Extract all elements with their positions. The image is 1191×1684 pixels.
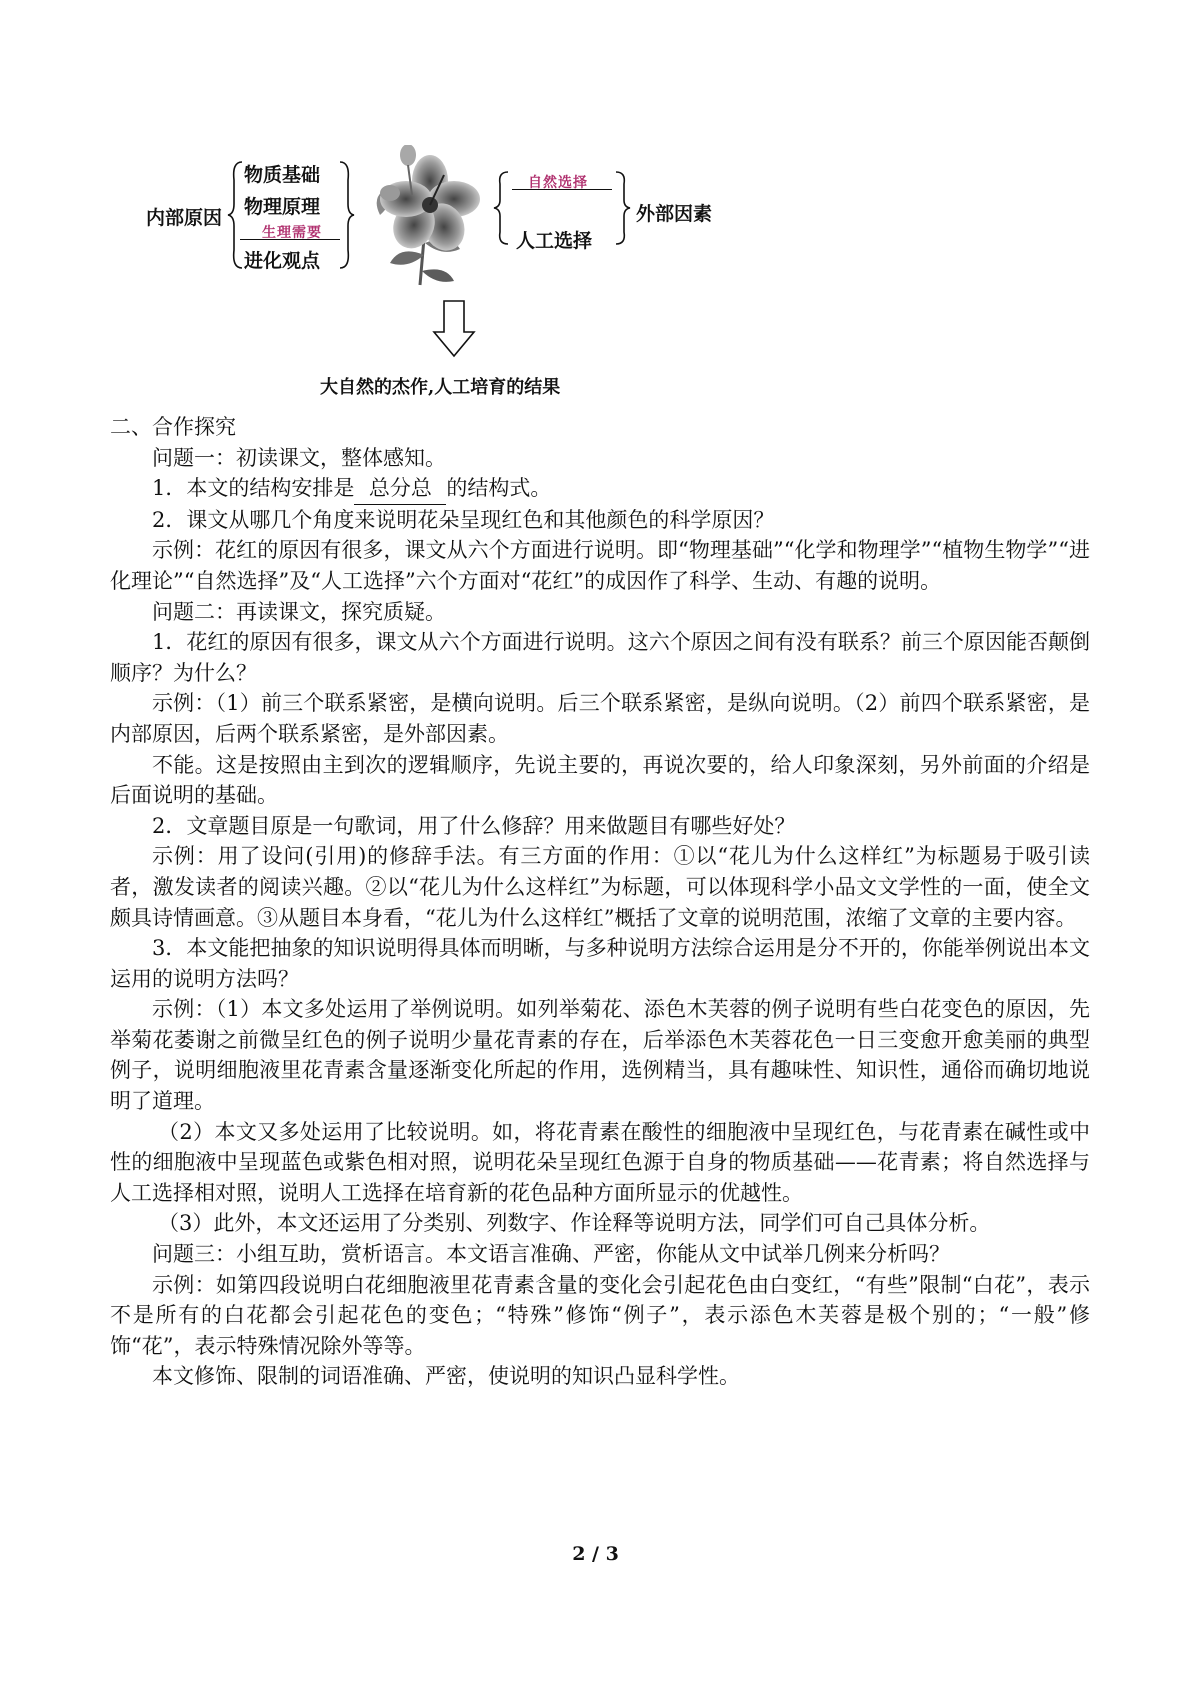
down-arrow-icon — [432, 300, 476, 362]
internal-item-material-basis: 物质基础 — [244, 164, 321, 186]
internal-item-physiological-need-answer: 生理需要 — [262, 225, 322, 241]
question-item: 2．课文从哪几个角度来说明花朵呈现红色和其他颜色的科学原因？ — [152, 507, 775, 532]
external-factors-label: 外部因素 — [636, 203, 713, 225]
fill-in-underline — [512, 189, 612, 190]
flower-illustration — [360, 145, 490, 293]
page-number: 2 / 3 — [572, 1543, 619, 1565]
question-heading: 问题一：初读课文，整体感知。 — [152, 445, 446, 470]
question-item: 1．花红的原因有很多，课文从六个方面进行说明。这六个原因之间有没有联系？前三个原因能否颠倒顺序？为什么？ — [110, 630, 1090, 685]
internal-causes-label: 内部原因 — [146, 207, 223, 229]
internal-item-physical-principle: 物理原理 — [244, 196, 321, 218]
question-text: 1．本文的结构安排是 — [152, 476, 355, 501]
answer-paragraph: 示例：（1）本文多处运用了举例说明。如列举菊花、添色木芙蓉的例子说明有些白花变色的原因，先举菊花萎谢之前微呈红色的例子说明少量花青素的存在，后举添色木芙蓉花色一日三变愈开愈美丽的典型例子，说明细胞液里花青素含量逐渐变化所起的作用，选例精当，具有趣味性、知识性，通俗而确切地说明了道理。 — [110, 997, 1090, 1114]
diagram-conclusion: 大自然的杰作,人工培育的结果 — [320, 377, 561, 398]
fill-in-blank-answer: 总分总 — [354, 473, 446, 505]
answer-paragraph: （2）本文又多处运用了比较说明。如，将花青素在酸性的细胞液中呈现红色，与花青素在碱性或中性的细胞液中呈现蓝色或紫色相对照，说明花朵呈现红色源于自身的物质基础——花青素；将自然选择与人工选择相对照，说明人工选择在培育新的花色品种方面所显示的优越性。 — [110, 1119, 1090, 1205]
answer-paragraph: 本文修饰、限制的词语准确、严密，使说明的知识凸显科学性。 — [152, 1364, 740, 1389]
answer-paragraph: 示例：如第四段说明白花细胞液里花青素含量的变化会引起花色由白变红，“有些”限制“白花”，表示不是所有的白花都会引起花色的变色；“特殊”修饰“例子”，表示添色木芙蓉是极个别的；“一般”修饰“花”，表示特殊情况除外等等。 — [110, 1272, 1090, 1358]
question-item — [110, 473, 1090, 505]
document-body — [110, 412, 1090, 1392]
left-brace-icon — [492, 170, 510, 246]
answer-paragraph: 示例：用了设问(引用)的修辞手法。有三方面的作用：①以“花儿为什么这样红”为标题易于吸引读者，激发读者的阅读兴趣。②以“花儿为什么这样红”为标题，可以体现科学小品文文学性的一面，使全文颇具诗情画意。③从题目本身看，“花儿为什么这样红”概括了文章的说明范围，浓缩了文章的主要内容。 — [110, 844, 1090, 930]
question-item: 2．文章题目原是一句歌词，用了什么修辞？用来做题目有哪些好处？ — [152, 813, 796, 838]
right-brace-icon — [614, 170, 632, 246]
answer-paragraph: 示例：花红的原因有很多，课文从六个方面进行说明。即“物理基础”“化学和物理学”“植物生物学”“进化理论”“自然选择”及“人工选择”六个方面对“花红”的成因作了科学、生动、有趣的说明。 — [110, 538, 1090, 593]
answer-paragraph: （3）此外，本文还运用了分类别、列数字、作诠释等说明方法，同学们可自己具体分析。 — [158, 1211, 991, 1236]
question-heading: 问题三：小组互助，赏析语言。本文语言准确、严密，你能从文中试举几例来分析吗？ — [152, 1242, 950, 1267]
right-brace-icon — [338, 160, 356, 270]
cause-diagram — [0, 0, 1191, 420]
external-item-natural-selection-answer: 自然选择 — [528, 175, 588, 191]
fill-in-underline — [240, 239, 340, 240]
question-item: 3．本文能把抽象的知识说明得具体而明晰，与多种说明方法综合运用是分不开的，你能举例说出本文运用的说明方法吗？ — [110, 936, 1090, 991]
internal-item-evolution-view: 进化观点 — [244, 250, 321, 272]
question-text: 的结构式。 — [446, 476, 552, 501]
left-brace-icon — [226, 160, 244, 270]
question-heading: 问题二：再读课文，探究质疑。 — [152, 599, 446, 624]
answer-paragraph: 不能。这是按照由主到次的逻辑顺序，先说主要的，再说次要的，给人印象深刻，另外前面的介绍是后面说明的基础。 — [110, 752, 1090, 808]
external-item-artificial-selection: 人工选择 — [516, 230, 593, 252]
section-title: 二、合作探究 — [110, 415, 236, 439]
answer-paragraph: 示例：（1）前三个联系紧密，是横向说明。后三个联系紧密，是纵向说明。（2）前四个联系紧密，是内部原因，后两个联系紧密，是外部因素。 — [110, 691, 1090, 746]
